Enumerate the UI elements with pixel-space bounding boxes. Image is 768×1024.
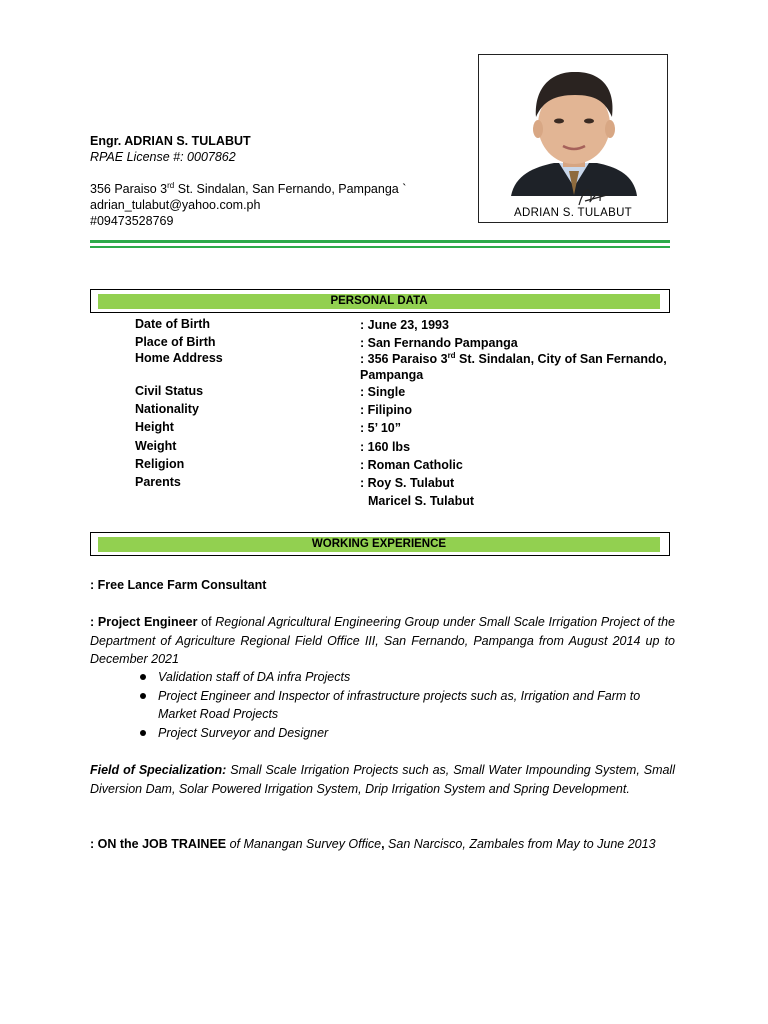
portrait-image <box>479 55 668 223</box>
id-photo <box>478 54 668 223</box>
email-address: adrian_tulabut@yahoo.com.ph <box>90 198 261 212</box>
list-item: Validation staff of DA infra Projects <box>140 668 675 687</box>
personal-data-heading-box <box>90 289 670 313</box>
contact-header <box>90 133 406 229</box>
working-experience-heading-box <box>90 532 670 556</box>
address-line: 356 Paraiso 3rd St. Sindalan, San Fernando, Pampanga ` <box>90 180 407 196</box>
applicant-name: Engr. ADRIAN S. TULABUT <box>90 134 251 148</box>
list-item: Project Surveyor and Designer <box>140 724 675 743</box>
specialization-entry: Field of Specialization: Small Scale Irrigation Projects such as, Small Water Impounding System, Small Diversion Dam, Solar Powered Irrigation System, Drip Irrigation System and Spring Development. <box>90 763 675 796</box>
photo-caption: ADRIAN S. TULABUT <box>514 207 632 219</box>
parent-mother: Maricel S. Tulabut <box>368 494 475 508</box>
religion-value: : Roman Catholic <box>360 458 463 472</box>
pob-label: Place of Birth <box>135 335 216 349</box>
home-address-label: Home Address <box>135 351 223 365</box>
working-experience-heading: WORKING EXPERIENCE <box>98 537 660 552</box>
parent-father: : Roy S. Tulabut <box>360 476 455 490</box>
nationality-value: : Filipino <box>360 403 413 417</box>
dob-value: : June 23, 1993 <box>360 318 449 332</box>
parents-label: Parents <box>135 475 181 489</box>
project-engineer-duties <box>140 668 675 742</box>
project-engineer-entry: : Project Engineer of Regional Agricultural Engineering Group under Small Scale Irrigation Project of the Department of Agriculture Regional Field Office III, San Fernando, Pampanga from August 2014 up to December 2021 <box>90 615 676 666</box>
dob-label: Date of Birth <box>135 317 210 331</box>
civil-status-value: : Single <box>360 385 406 399</box>
home-address-value: : 356 Paraiso 3rd St. Sindalan, City of San Fernando, Pampanga <box>360 350 667 382</box>
header-divider-thick <box>90 240 670 243</box>
list-item: Project Engineer and Inspector of infrastructure projects such as, Irrigation and Farm to Market Road Projects <box>140 687 675 724</box>
religion-label: Religion <box>135 457 185 471</box>
height-label: Height <box>135 420 174 434</box>
personal-data-heading: PERSONAL DATA <box>98 294 660 309</box>
license-number: RPAE License #: 0007862 <box>90 150 236 164</box>
weight-value: : 160 lbs <box>360 440 411 454</box>
weight-label: Weight <box>135 439 177 453</box>
ojt-entry: : ON the JOB TRAINEE of Manangan Survey Office, San Narcisco, Zambales from May to June 2013 <box>90 837 656 851</box>
civil-status-label: Civil Status <box>135 384 204 398</box>
height-value: : 5’ 10” <box>360 421 401 435</box>
phone-number: #09473528769 <box>90 214 174 228</box>
nationality-label: Nationality <box>135 402 199 416</box>
pob-value: : San Fernando Pampanga <box>360 336 518 350</box>
header-divider-thin <box>90 246 670 248</box>
freelance-entry: : Free Lance Farm Consultant <box>90 578 267 592</box>
